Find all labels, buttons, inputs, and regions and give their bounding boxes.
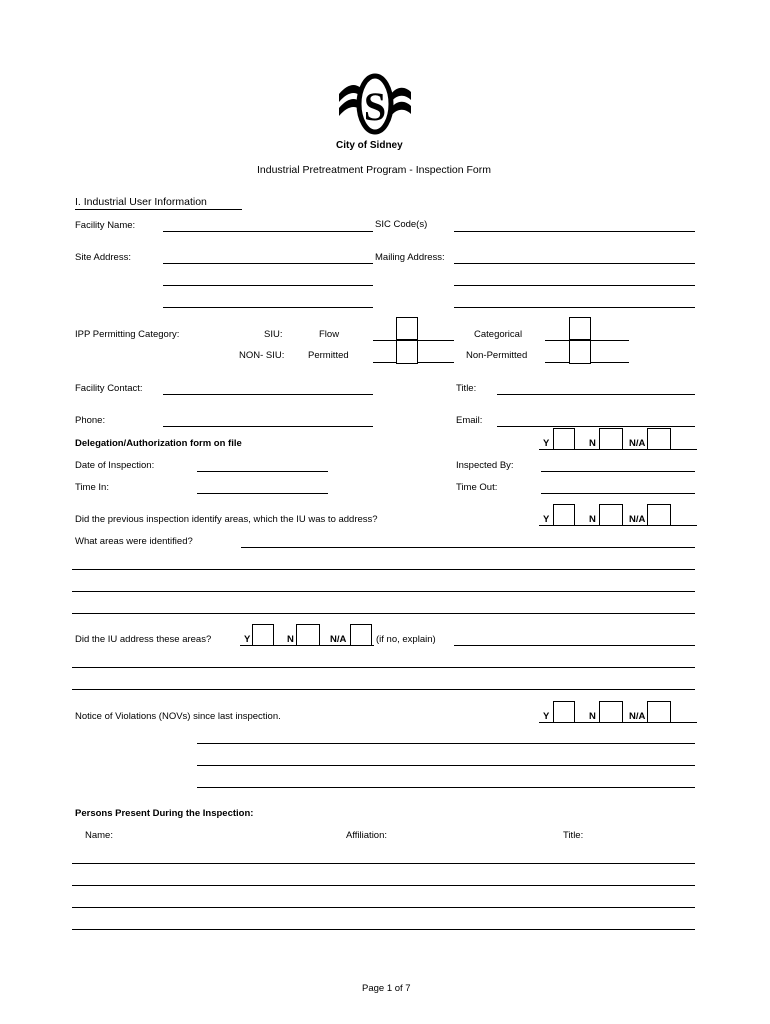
delegation-label: Delegation/Authorization form on file bbox=[75, 438, 242, 449]
if-no-field-3[interactable] bbox=[72, 689, 695, 690]
section-heading-underline bbox=[75, 209, 242, 210]
yn-na-label: N/A bbox=[629, 514, 646, 525]
phone-field[interactable] bbox=[163, 426, 373, 427]
site-address-label: Site Address: bbox=[75, 252, 131, 263]
name-column-header: Name: bbox=[85, 830, 113, 841]
categorical-label: Categorical bbox=[474, 329, 523, 340]
city-name: City of Sidney bbox=[336, 140, 403, 151]
mailing-address-field-2[interactable] bbox=[454, 285, 695, 286]
persons-row-3[interactable] bbox=[72, 907, 695, 908]
city-logo bbox=[335, 72, 415, 142]
non-siu-label: NON- SIU: bbox=[239, 350, 285, 361]
yn-na-label: N/A bbox=[330, 634, 347, 645]
previous-yes-box[interactable] bbox=[553, 504, 575, 526]
previous-no-box[interactable] bbox=[599, 504, 623, 526]
yn-n-label: N bbox=[589, 438, 596, 449]
novs-yn bbox=[539, 701, 697, 723]
novs-no-box[interactable] bbox=[599, 701, 623, 723]
delegation-yn bbox=[539, 428, 697, 450]
date-inspection-label: Date of Inspection: bbox=[75, 460, 155, 471]
sic-codes-label: SIC Code(s) bbox=[375, 219, 428, 230]
email-field[interactable] bbox=[497, 426, 695, 427]
svg-text:S: S bbox=[363, 84, 387, 129]
sic-codes-field[interactable] bbox=[454, 231, 695, 232]
what-areas-field-4[interactable] bbox=[72, 613, 695, 614]
yn-na-label: N/A bbox=[629, 438, 646, 449]
iu-address-no-box[interactable] bbox=[296, 624, 320, 646]
novs-yes-box[interactable] bbox=[553, 701, 575, 723]
novs-na-box[interactable] bbox=[647, 701, 671, 723]
siu-label: SIU: bbox=[264, 329, 283, 340]
flow-label: Flow bbox=[319, 329, 340, 340]
facility-contact-label: Facility Contact: bbox=[75, 383, 143, 394]
if-no-field-1[interactable] bbox=[454, 645, 695, 646]
novs-field-1[interactable] bbox=[197, 743, 695, 744]
delegation-no-box[interactable] bbox=[599, 428, 623, 450]
yn-na-label: N/A bbox=[629, 711, 646, 722]
facility-name-label: Facility Name: bbox=[75, 220, 136, 231]
time-out-label: Time Out: bbox=[456, 482, 498, 493]
yn-n-label: N bbox=[589, 514, 596, 525]
what-areas-field-3[interactable] bbox=[72, 591, 695, 592]
what-areas-field-2[interactable] bbox=[72, 569, 695, 570]
inspected-by-field[interactable] bbox=[541, 471, 695, 472]
non-permitted-checkbox[interactable] bbox=[569, 340, 591, 364]
title-field[interactable] bbox=[497, 394, 695, 395]
yn-y-label: Y bbox=[543, 711, 550, 722]
novs-field-3[interactable] bbox=[197, 787, 695, 788]
title-column-header: Title: bbox=[563, 830, 584, 841]
previous-inspection-yn bbox=[539, 504, 697, 526]
non-permitted-label: Non-Permitted bbox=[466, 350, 528, 361]
previous-na-box[interactable] bbox=[647, 504, 671, 526]
site-address-field-3[interactable] bbox=[163, 307, 373, 308]
time-in-field[interactable] bbox=[197, 493, 328, 494]
affiliation-column-header: Affiliation: bbox=[346, 830, 388, 841]
persons-row-4[interactable] bbox=[72, 929, 695, 930]
delegation-yes-box[interactable] bbox=[553, 428, 575, 450]
if-no-label: (if no, explain) bbox=[376, 634, 436, 645]
inspected-by-label: Inspected By: bbox=[456, 460, 514, 471]
persons-row-2[interactable] bbox=[72, 885, 695, 886]
flow-checkbox[interactable] bbox=[396, 317, 418, 340]
iu-address-yn bbox=[240, 624, 374, 646]
iu-address-na-box[interactable] bbox=[350, 624, 372, 646]
yn-n-label: N bbox=[287, 634, 294, 645]
iu-address-yes-box[interactable] bbox=[252, 624, 274, 646]
page-number: Page 1 of 7 bbox=[362, 983, 411, 994]
what-areas-field-1[interactable] bbox=[241, 547, 695, 548]
novs-label: Notice of Violations (NOVs) since last inspection. bbox=[75, 711, 281, 722]
categorical-checkbox[interactable] bbox=[569, 317, 591, 340]
mailing-address-field-3[interactable] bbox=[454, 307, 695, 308]
ipp-category-label: IPP Permitting Category: bbox=[75, 329, 180, 340]
persons-row-1[interactable] bbox=[72, 863, 695, 864]
if-no-field-2[interactable] bbox=[72, 667, 695, 668]
phone-label: Phone: bbox=[75, 415, 106, 426]
iu-address-label: Did the IU address these areas? bbox=[75, 634, 212, 645]
permitted-label: Permitted bbox=[308, 350, 349, 361]
time-in-label: Time In: bbox=[75, 482, 109, 493]
email-label: Email: bbox=[456, 415, 483, 426]
site-address-field-2[interactable] bbox=[163, 285, 373, 286]
facility-name-field[interactable] bbox=[163, 231, 373, 232]
yn-n-label: N bbox=[589, 711, 596, 722]
mailing-address-label: Mailing Address: bbox=[375, 252, 445, 263]
yn-y-label: Y bbox=[543, 514, 550, 525]
novs-field-2[interactable] bbox=[197, 765, 695, 766]
time-out-field[interactable] bbox=[541, 493, 695, 494]
mailing-address-field-1[interactable] bbox=[454, 263, 695, 264]
site-address-field-1[interactable] bbox=[163, 263, 373, 264]
form-title: Industrial Pretreatment Program - Inspection Form bbox=[257, 164, 492, 176]
delegation-na-box[interactable] bbox=[647, 428, 671, 450]
date-inspection-field[interactable] bbox=[197, 471, 328, 472]
persons-present-label: Persons Present During the Inspection: bbox=[75, 808, 254, 819]
previous-inspection-label: Did the previous inspection identify areas, which the IU was to address? bbox=[75, 514, 378, 525]
section-heading: I. Industrial User Information bbox=[75, 196, 207, 208]
yn-y-label: Y bbox=[244, 634, 251, 645]
permitted-checkbox[interactable] bbox=[396, 340, 418, 364]
facility-contact-field[interactable] bbox=[163, 394, 373, 395]
what-areas-label: What areas were identified? bbox=[75, 536, 193, 547]
yn-y-label: Y bbox=[543, 438, 550, 449]
title-label: Title: bbox=[456, 383, 477, 394]
city-s-logo-icon bbox=[335, 72, 415, 142]
